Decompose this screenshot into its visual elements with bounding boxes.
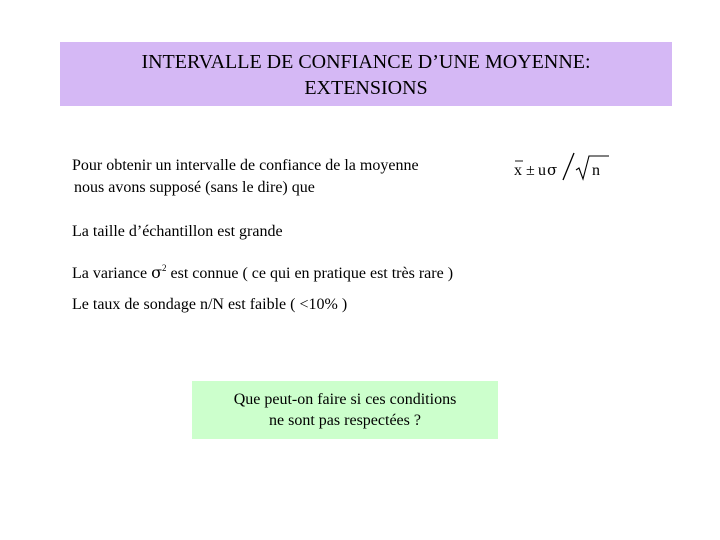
formula-u: u (538, 162, 546, 179)
sigma-symbol: σ (151, 263, 162, 282)
confidence-interval-formula (513, 148, 613, 182)
intro-line-2: nous avons supposé (sans le dire) que (74, 179, 315, 196)
slide-title (60, 42, 672, 106)
question-box (192, 381, 498, 439)
formula-sigma: σ (547, 161, 558, 179)
formula-x: x (514, 162, 522, 179)
intro-text (72, 155, 419, 199)
condition-sample-size: La taille d’échantillon est grande (72, 223, 283, 240)
condition-sampling-rate: Le taux de sondage n/N est faible ( <10% ) (72, 296, 348, 313)
question-line-1: Que peut-on faire si ces conditions (233, 391, 457, 408)
fraction-slash (563, 153, 574, 180)
question-line-2: ne sont pas respectées ? (269, 412, 421, 429)
intro-line-1: Pour obtenir un intervalle de confiance de la moyenne (72, 157, 419, 174)
formula-n: n (592, 162, 600, 179)
condition-variance-suffix: est connue ( ce qui en pratique est très rare ) (166, 265, 454, 282)
condition-variance-known (72, 258, 453, 284)
condition-variance-prefix: La variance (72, 265, 152, 282)
title-line-1: INTERVALLE DE CONFIANCE D’UNE MOYENNE: (141, 51, 591, 73)
formula-plus-minus: ± (526, 162, 535, 179)
sigma-exponent: 2 (161, 263, 167, 273)
title-line-2: EXTENSIONS (304, 77, 428, 99)
